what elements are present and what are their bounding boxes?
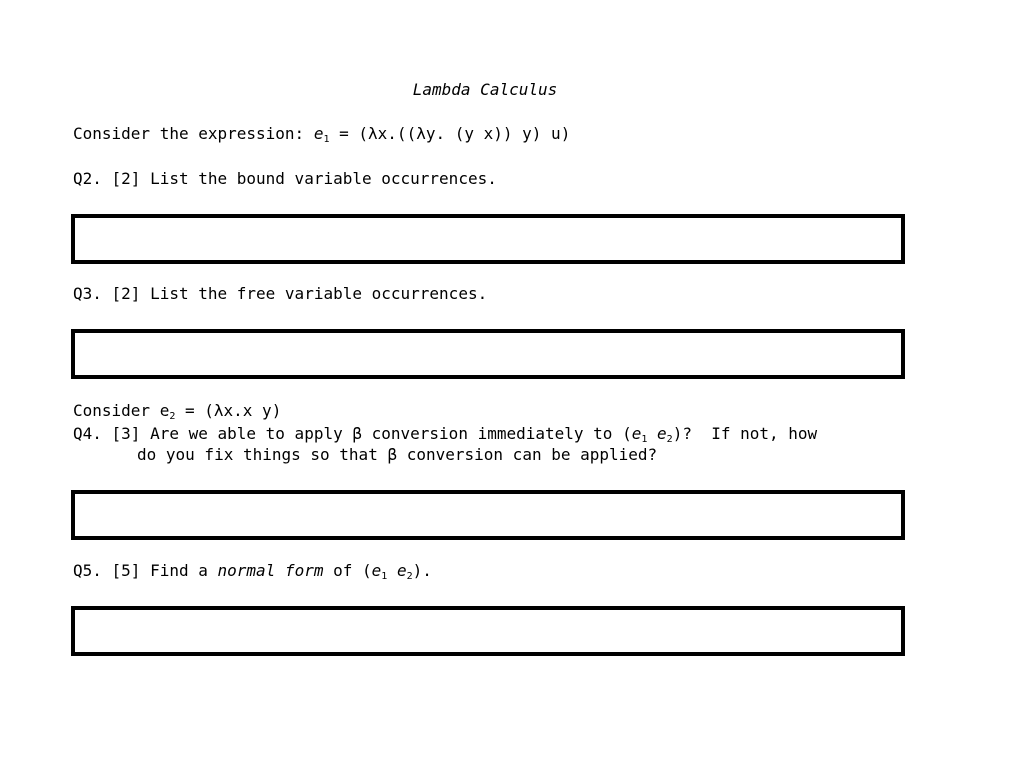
- q4-question-line2: do you fix things so that β conversion can be applied?: [137, 445, 658, 464]
- q4-answer-box[interactable]: [71, 490, 905, 540]
- q4-e1: e: [631, 424, 642, 443]
- q5-e2-sub: 2: [406, 571, 413, 582]
- intro-prefix: Consider the expression:: [73, 124, 314, 143]
- q5-answer-box[interactable]: [71, 606, 905, 656]
- q5-prefix: Q5. [5] Find a: [73, 561, 218, 580]
- q5-suffix: ).: [412, 561, 432, 580]
- q5-middle: of (: [323, 561, 372, 580]
- q5-question: [73, 561, 432, 581]
- q3-question: Q3. [2] List the free variable occurrences.: [73, 284, 488, 303]
- q5-e1: e: [371, 561, 382, 580]
- e2-sub: 2: [169, 411, 176, 422]
- q3-answer-input[interactable]: [75, 333, 901, 375]
- intro-expression-body: = (λx.((λy. (y x)) y) u): [329, 124, 571, 143]
- intro-var-name: e: [313, 124, 324, 143]
- q2-answer-input[interactable]: [75, 218, 901, 260]
- q3-answer-box[interactable]: [71, 329, 905, 379]
- e2-definition: [73, 401, 281, 421]
- q5-answer-input[interactable]: [75, 610, 901, 652]
- q4-answer-input[interactable]: [75, 494, 901, 536]
- q4-question-line1: [73, 424, 817, 444]
- q4-e1-sub: 1: [641, 434, 648, 445]
- q4-prefix: Q4. [3] Are we able to apply β conversion immediately to (: [73, 424, 632, 443]
- e2-expression: = (λx.x y): [175, 401, 282, 420]
- q5-emphasis: normal form: [217, 561, 324, 580]
- intro-var-sub: 1: [323, 134, 330, 145]
- q5-e2: e: [396, 561, 407, 580]
- e2-prefix: Consider e: [73, 401, 170, 420]
- page-title: Lambda Calculus: [412, 80, 558, 99]
- q5-e1-sub: 1: [381, 571, 388, 582]
- q2-question: Q2. [2] List the bound variable occurrences.: [73, 169, 497, 188]
- q2-answer-box[interactable]: [71, 214, 905, 264]
- q4-e2-sub: 2: [666, 434, 673, 445]
- q4-e2: e: [657, 424, 667, 443]
- q4-suffix: )? If not, how: [672, 424, 818, 443]
- intro-expression: [73, 124, 570, 144]
